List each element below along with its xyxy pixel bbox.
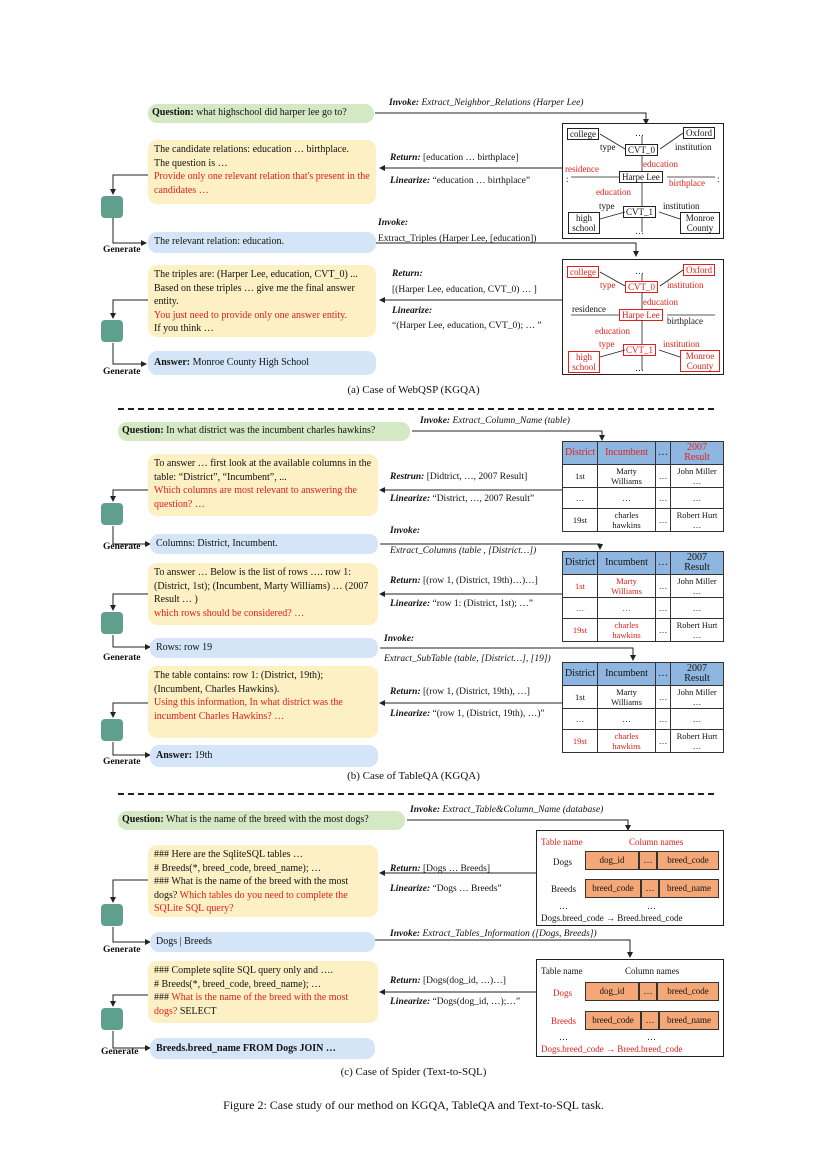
return-text: [(row 1, (District, 19th)…)…]: [423, 576, 538, 586]
schema-col-ellipsis: …: [639, 851, 657, 870]
prompt-instruction: Using this information, In what district was the incumbent Charles Hawkins? …: [154, 697, 343, 722]
invoke-call: Extract_Table&Column_Name (database): [442, 805, 604, 815]
kg-node-oxford: Oxford: [683, 127, 715, 139]
table-cell: …: [655, 598, 670, 619]
table-cell: …: [563, 598, 598, 619]
return-text: [Didtrict, …, 2007 Result]: [426, 472, 528, 482]
spider-invoke1: [410, 805, 603, 815]
linearize-text: “Dogs … Breeds”: [432, 884, 502, 894]
kg-ellipsis: …: [635, 266, 644, 276]
kg-edge-education: education: [643, 159, 678, 169]
spider-return1: [390, 864, 490, 874]
linearize-label: Linearize:: [390, 494, 431, 504]
table-cell: 19st: [563, 509, 598, 532]
return-text: [education … birthplace]: [423, 153, 519, 163]
schema-table-breeds: Breeds: [551, 884, 576, 894]
return-label: Return:: [390, 976, 421, 986]
schema-col-ellipsis: …: [639, 982, 657, 1001]
kg-edge-institution: institution: [663, 339, 700, 349]
kg-node-college: college: [567, 266, 599, 278]
webqsp-question: [148, 104, 374, 123]
schema-col-breed-code: breed_code: [657, 851, 719, 870]
kg-edge-birthplace: birthplace: [669, 178, 705, 188]
table-header-row: [563, 663, 724, 686]
table-header-ellipsis: …: [655, 552, 670, 575]
tableqa-output1: [150, 534, 378, 554]
schema-ellipsis: …: [647, 901, 656, 911]
kg-edge-education: education: [595, 326, 630, 336]
schema-column-names-header: Column names: [629, 837, 684, 847]
prompt-tail: SELECT: [179, 1005, 217, 1017]
prompt-line: # Breeds(*, breed_code, breed_name); …: [154, 978, 322, 990]
answer-text: 19th: [194, 750, 213, 761]
kg-edges: [563, 260, 725, 376]
kg-panel-1: [562, 123, 724, 239]
schema-col-breed-code: breed_code: [585, 1011, 641, 1030]
table-row: [563, 598, 724, 619]
table-cell: charles hawkins: [598, 619, 656, 642]
return-text: [Dogs … Breeds]: [423, 864, 491, 874]
tableqa-return1: [390, 472, 527, 482]
tableqa-prompt2: [148, 563, 378, 625]
tableqa-return3: [390, 687, 530, 697]
prompt-line: ### Here are the SqliteSQL tables …: [154, 849, 304, 860]
schema-panel-1: [536, 830, 724, 926]
tableqa-prompt3: [148, 666, 378, 738]
table-cell: …: [598, 598, 656, 619]
table-cell: 19st: [563, 619, 598, 642]
table-header-result: 2007 Result: [670, 442, 723, 465]
invoke-label: Invoke:: [390, 929, 421, 939]
schema-col-breed-name: breed_name: [659, 879, 719, 898]
kg-node-high: high school: [568, 212, 600, 234]
kg-node-college: college: [567, 128, 599, 140]
openai-logo-icon: [101, 320, 123, 342]
table-cell: John Miller …: [670, 465, 723, 488]
invoke-call: Extract_Tables_Information ([Dogs, Breeds]): [422, 929, 597, 939]
linearize-text: “(row 1, (District, 19th), …)”: [432, 709, 545, 719]
table-row: [563, 619, 724, 642]
spider-linearize1: [390, 884, 502, 894]
table-cell: Marty Williams: [598, 686, 656, 709]
kg-ellipsis: :: [566, 174, 569, 184]
linearize-text: “Dogs(dog_id, …);…”: [432, 997, 521, 1007]
kg-edge-education: education: [643, 297, 678, 307]
linearize-label: Linearize:: [390, 176, 431, 186]
table-cell: 19st: [563, 730, 598, 753]
table-row: [563, 509, 724, 532]
kg-edge-institution: institution: [663, 201, 700, 211]
table-cell: …: [670, 488, 723, 509]
invoke-label: Invoke:: [410, 805, 441, 815]
output-text: Rows: row 19: [156, 642, 213, 653]
table-cell: charles hawkins: [598, 509, 656, 532]
kg-edge-type: type: [599, 339, 615, 349]
tableqa-invoke3-label: [384, 634, 414, 644]
schema-table-dogs: Dogs: [553, 857, 573, 867]
table-row: [563, 465, 724, 488]
webqsp-return1: [390, 153, 519, 163]
generate-label: Generate: [103, 542, 141, 552]
table-cell: …: [655, 575, 670, 598]
tableqa-invoke3-call: [384, 654, 551, 664]
generate-label: Generate: [101, 1047, 139, 1057]
invoke-label: Invoke:: [420, 416, 451, 426]
openai-logo-icon: [101, 196, 123, 218]
prompt-line: ### Complete sqlite SQL query only and ….: [154, 965, 334, 976]
kg-ellipsis: …: [635, 226, 644, 236]
linearize-text: “education … birthplace”: [432, 176, 531, 186]
webqsp-output1: [148, 232, 376, 253]
prompt-line: The question is …: [154, 157, 228, 169]
table-row: [563, 709, 724, 730]
answer-prefix: Answer:: [154, 357, 191, 368]
spider-question: [118, 811, 405, 830]
linearize-label: Linearize:: [390, 709, 431, 719]
kg-node-oxford: Oxford: [683, 264, 715, 276]
table-header-row: [563, 442, 724, 465]
table-header-result: 2007 Result: [670, 552, 723, 575]
kg-ellipsis: …: [635, 363, 644, 373]
table-row: [563, 575, 724, 598]
spider-output1: [150, 932, 375, 952]
prompt-line: The candidate relations: education … birthplace.: [154, 144, 349, 155]
return-text: [(Harper Lee, education, CVT_0) … ]: [392, 285, 537, 295]
kg-edges: [563, 124, 725, 240]
table-cell: Marty Williams: [598, 575, 656, 598]
kg-edge-birthplace: birthplace: [667, 316, 703, 326]
schema-panel-2: [536, 959, 724, 1057]
prompt-instruction: Which columns are most relevant to answering the question? …: [154, 485, 357, 510]
spider-prompt2: [148, 961, 378, 1023]
output-text: Columns: District, Incumbent.: [156, 538, 278, 549]
output-text: Dogs | Breeds: [156, 936, 212, 947]
generate-label: Generate: [103, 653, 141, 663]
openai-logo-icon: [101, 612, 123, 634]
table-cell: …: [655, 730, 670, 753]
table-row: [563, 730, 724, 753]
tableqa-linearize1: [390, 494, 534, 504]
table-cell: 1st: [563, 575, 598, 598]
invoke-label: Invoke:: [378, 218, 409, 228]
kg-node-harper: Harpe Lee: [619, 309, 663, 321]
webqsp-linearize2-text: [392, 321, 542, 331]
caption-webqsp: (a) Case of WebQSP (KGQA): [347, 384, 480, 396]
return-label: Return:: [390, 687, 421, 697]
webqsp-invoke2-call: [378, 234, 536, 244]
spider-return2: [390, 976, 506, 986]
kg-node-monroe: Monroe County: [680, 350, 720, 372]
kg-panel-2: [562, 259, 724, 375]
spider-linearize2: [390, 997, 520, 1007]
prompt-line: ### What is the name of the breed with the most dogs?: [154, 876, 349, 901]
table-row: [563, 686, 724, 709]
table-header-incumbent: Incumbent: [598, 663, 656, 686]
kg-edge-type: type: [599, 201, 615, 211]
tableqa-invoke2-label: [390, 526, 420, 536]
figure-caption: Figure 2: Case study of our method on KGQA, TableQA and Text-to-SQL task.: [223, 1098, 604, 1112]
invoke-call: Extract_Columns (table , [District…]): [390, 546, 537, 556]
tableqa-return2: [390, 576, 538, 586]
prompt-text: To answer … first look at the available columns in the table: “District”, “Incumbent”, ...: [154, 458, 372, 483]
prompt-line: # Breeds(*, breed_code, breed_name); …: [154, 862, 322, 874]
table-row: [563, 488, 724, 509]
webqsp-return2-label: [392, 269, 423, 279]
kg-edge-type: type: [600, 280, 616, 290]
openai-logo-icon: [101, 503, 123, 525]
table-cell: Robert Hurt …: [670, 730, 723, 753]
table-cell: Robert Hurt …: [670, 509, 723, 532]
schema-col-ellipsis: …: [641, 879, 659, 898]
kg-node-monroe: Monroe County: [680, 212, 720, 234]
spider-prompt1: [148, 845, 378, 917]
tableqa-linearize2: [390, 599, 533, 609]
prompt-instruction: which rows should be considered? …: [154, 607, 305, 619]
schema-col-breed-code: breed_code: [585, 879, 641, 898]
schema-col-dog-id: dog_id: [585, 982, 639, 1001]
linearize-label: Linearize:: [390, 599, 431, 609]
openai-logo-icon: [101, 719, 123, 741]
schema-join-condition: Dogs.breed_code → Breed.breed_code: [541, 913, 683, 923]
answer-prefix: Answer:: [156, 750, 193, 761]
table-cell: …: [598, 488, 656, 509]
caption-spider: (c) Case of Spider (Text-to-SQL): [340, 1066, 487, 1078]
invoke-label: Invoke:: [389, 98, 420, 108]
table-cell: …: [563, 488, 598, 509]
linearize-text: “(Harper Lee, education, CVT_0); … ”: [392, 321, 542, 331]
table-columns: [562, 551, 724, 642]
invoke-label: Invoke:: [384, 634, 415, 644]
table-cell: 1st: [563, 686, 598, 709]
table-subtable: [562, 662, 724, 753]
generate-label: Generate: [103, 245, 141, 255]
schema-table-name-header: Table name: [541, 837, 583, 847]
schema-table-breeds: Breeds: [551, 1016, 576, 1026]
invoke-call: Extract_Triples (Harper Lee, [education]): [378, 234, 537, 244]
table-header-row: [563, 552, 724, 575]
schema-col-breed-code: breed_code: [657, 982, 719, 1001]
tableqa-answer: [150, 745, 378, 767]
kg-node-cvt1: CVT_1: [623, 344, 656, 356]
prompt-text: To answer … Below is the list of rows …. row 1: (District, 1st); (Incumbent, Marty Williams) … (2007 Result … ): [154, 567, 369, 605]
tableqa-invoke2-call: [390, 546, 536, 556]
prompt-text: The triples are: (Harper Lee, education, CVT_0) ... Based on these triples … give me the final answer entity.: [154, 269, 358, 307]
table-cell: …: [670, 598, 723, 619]
schema-ellipsis: …: [647, 1032, 656, 1042]
schema-table-dogs: Dogs: [553, 988, 573, 998]
answer-text: Monroe County High School: [192, 357, 309, 368]
question-text: What is the name of the breed with the most dogs?: [166, 814, 369, 825]
generate-label: Generate: [103, 945, 141, 955]
webqsp-linearize1: [390, 176, 530, 186]
tableqa-linearize3: [390, 709, 545, 719]
table-cell: Robert Hurt …: [670, 619, 723, 642]
invoke-label: Invoke:: [390, 526, 421, 536]
kg-edge-institution: institution: [667, 280, 704, 290]
table-header-district: District: [563, 663, 598, 686]
table-cell: 1st: [563, 465, 598, 488]
table-full: [562, 441, 724, 532]
kg-ellipsis: …: [635, 128, 644, 138]
question-text: what highschool did harper lee go to?: [196, 107, 347, 118]
table-cell: …: [655, 509, 670, 532]
table-header-incumbent: Incumbent: [598, 442, 656, 465]
table-header-incumbent: Incumbent: [598, 552, 656, 575]
webqsp-prompt2: [148, 265, 376, 337]
table-cell: …: [655, 686, 670, 709]
output-text: The relevant relation: education.: [154, 236, 284, 247]
webqsp-return2-text: [392, 285, 537, 295]
kg-ellipsis: :: [717, 174, 720, 184]
webqsp-invoke1: [389, 98, 583, 108]
kg-edge-residence: residence: [572, 304, 606, 314]
kg-edge-education: education: [596, 187, 631, 197]
schema-column-names-header: Column names: [625, 966, 680, 976]
spider-answer: [150, 1038, 375, 1059]
prompt-instruction: Which tables do you need to complete the SQLite SQL query?: [154, 889, 348, 914]
table-header-ellipsis: …: [655, 442, 670, 465]
table-cell: …: [655, 709, 670, 730]
return-text: [(row 1, (District, 19th), …]: [423, 687, 530, 697]
invoke-call: Extract_Neighbor_Relations (Harper Lee): [421, 98, 584, 108]
schema-table-name-header: Table name: [541, 966, 583, 976]
prompt-instruction: What is the name of the breed with the most dogs?: [154, 992, 349, 1017]
tableqa-prompt1: [148, 454, 378, 516]
prompt-instruction: You just need to provide only one answer entity.: [154, 309, 348, 321]
tableqa-output2: [150, 638, 378, 658]
question-text: In what district was the incumbent charles hawkins?: [166, 425, 376, 436]
caption-tableqa: (b) Case of TableQA (KGQA): [347, 770, 480, 782]
return-label: Return:: [390, 576, 421, 586]
linearize-label: Linearize:: [390, 884, 431, 894]
kg-node-high: high school: [568, 351, 600, 373]
table-header-result: 2007 Result: [670, 663, 723, 686]
table-cell: John Miller …: [670, 575, 723, 598]
table-cell: …: [598, 709, 656, 730]
schema-join-condition: Dogs.breed_code → Breed.breed_code: [541, 1044, 683, 1054]
schema-ellipsis: …: [559, 901, 568, 911]
kg-node-cvt0: CVT_0: [625, 144, 658, 156]
table-cell: …: [655, 619, 670, 642]
kg-node-cvt0: CVT_0: [625, 281, 658, 293]
tableqa-invoke1: [420, 416, 570, 426]
schema-ellipsis: …: [559, 1032, 568, 1042]
linearize-text: “District, …, 2007 Result”: [432, 494, 535, 504]
invoke-call: Extract_SubTable (table, [District…], [19]): [384, 654, 551, 664]
prompt-hashes: ###: [154, 992, 169, 1003]
tableqa-question: [118, 422, 410, 441]
prompt-tail: If you think …: [154, 323, 214, 334]
generate-label: Generate: [103, 757, 141, 767]
table-cell: Marty Williams: [598, 465, 656, 488]
return-text: [Dogs(dog_id, …)…]: [423, 976, 506, 986]
openai-logo-icon: [101, 904, 123, 926]
webqsp-answer: [148, 351, 376, 375]
linearize-text: “row 1: (District, 1st); …”: [432, 599, 534, 609]
section-divider: [118, 408, 714, 410]
return-label: Restrun:: [390, 472, 425, 482]
question-prefix: Question:: [122, 814, 164, 825]
kg-node-harper: Harpe Lee: [619, 171, 663, 183]
linearize-label: Linearize:: [390, 997, 431, 1007]
table-cell: …: [563, 709, 598, 730]
openai-logo-icon: [101, 1008, 123, 1030]
table-cell: …: [670, 709, 723, 730]
return-label: Return:: [390, 864, 421, 874]
schema-col-dog-id: dog_id: [585, 851, 639, 870]
schema-col-breed-name: breed_name: [659, 1011, 719, 1030]
invoke-call: Extract_Column_Name (table): [452, 416, 570, 426]
table-header-district: District: [563, 552, 598, 575]
table-cell: …: [655, 465, 670, 488]
answer-text: Breeds.breed_name FROM Dogs JOIN …: [156, 1043, 336, 1054]
table-cell: …: [655, 488, 670, 509]
question-prefix: Question:: [122, 425, 164, 436]
kg-edge-type: type: [600, 142, 616, 152]
linearize-label: Linearize:: [392, 306, 433, 316]
kg-node-cvt1: CVT_1: [623, 206, 656, 218]
return-label: Return:: [392, 269, 423, 279]
table-header-district: District: [563, 442, 598, 465]
kg-edge-institution: institution: [675, 142, 712, 152]
section-divider: [118, 793, 714, 795]
generate-label: Generate: [103, 367, 141, 377]
webqsp-invoke2-label: [378, 218, 408, 228]
kg-edge-residence: residence: [565, 164, 599, 174]
table-cell: charles hawkins: [598, 730, 656, 753]
webqsp-linearize2-label: [392, 306, 432, 316]
prompt-instruction: Provide only one relevant relation that's present in the candidates …: [154, 171, 370, 196]
webqsp-prompt1: [148, 140, 376, 204]
table-cell: John Miller …: [670, 686, 723, 709]
schema-col-ellipsis: …: [641, 1011, 659, 1030]
question-prefix: Question:: [152, 107, 194, 118]
spider-invoke2: [390, 929, 597, 939]
table-header-ellipsis: …: [655, 663, 670, 686]
prompt-text: The table contains: row 1: (District, 19th); (Incumbent, Charles Hawkins).: [154, 670, 324, 695]
return-label: Return:: [390, 153, 421, 163]
